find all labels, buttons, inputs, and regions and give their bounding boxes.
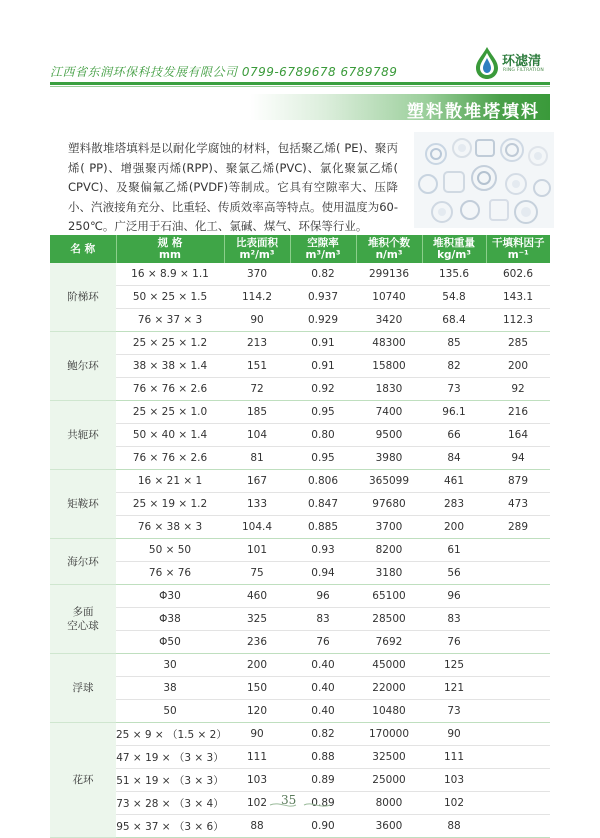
surface-area-cell: 104.4 — [224, 516, 290, 539]
surface-area-cell: 114.2 — [224, 286, 290, 309]
header-surface-area: 比表面积 m²/m³ — [224, 235, 290, 263]
packing-rings-image — [414, 132, 554, 228]
packing-factor-cell: 94 — [486, 447, 550, 470]
spec-cell: 16 × 8.9 × 1.1 — [116, 263, 224, 286]
surface-area-cell: 90 — [224, 723, 290, 746]
pack-weight-cell: 56 — [422, 562, 486, 585]
pack-count-cell: 299136 — [356, 263, 422, 286]
section-title: 塑料散堆塔填料 — [407, 102, 540, 122]
pack-weight-cell: 68.4 — [422, 309, 486, 332]
surface-area-cell: 103 — [224, 769, 290, 792]
surface-area-cell: 75 — [224, 562, 290, 585]
intro-paragraph: 塑料散堆塔填料是以耐化学腐蚀的材料，包括聚乙烯( PE)、聚丙烯( PP)、增强聚丙烯(RPP)、聚氯乙烯(PVC)、氯化聚氯乙烯( CPVC)、及聚偏氟乙烯(PVDF)等制成。它具有空隙率大、压降小、汽液接角充分、比重轻、传质效率高等特点。使用温度为60-250℃。广泛用于石油、化工、氯碱、煤气、环保等行业。 — [68, 141, 398, 233]
spec-cell: 50 × 25 × 1.5 — [116, 286, 224, 309]
pack-weight-cell: 102 — [422, 792, 486, 815]
spec-cell: 50 × 50 — [116, 539, 224, 562]
spec-cell: 76 × 76 × 2.6 — [116, 447, 224, 470]
spec-cell: Φ30 — [116, 585, 224, 608]
void-ratio-cell: 0.40 — [290, 700, 356, 723]
table-row — [50, 608, 550, 631]
pack-count-cell: 3180 — [356, 562, 422, 585]
packing-factor-cell: 112.3 — [486, 309, 550, 332]
surface-area-cell: 90 — [224, 309, 290, 332]
pack-count-cell: 8000 — [356, 792, 422, 815]
pack-count-cell: 15800 — [356, 355, 422, 378]
spec-cell: 51 × 19 × （3 × 3） — [116, 769, 224, 792]
table-row — [50, 700, 550, 723]
packing-factor-cell — [486, 608, 550, 631]
void-ratio-cell: 0.847 — [290, 493, 356, 516]
table-row — [50, 309, 550, 332]
pack-weight-cell: 73 — [422, 700, 486, 723]
packing-type-cell: 矩鞍环 — [50, 470, 116, 539]
page-number-ornament — [268, 800, 332, 810]
void-ratio-cell: 0.929 — [290, 309, 356, 332]
pack-weight-cell: 85 — [422, 332, 486, 355]
table-row — [50, 516, 550, 539]
table-row — [50, 631, 550, 654]
pack-weight-cell: 83 — [422, 608, 486, 631]
spec-cell: 38 — [116, 677, 224, 700]
pack-count-cell: 10480 — [356, 700, 422, 723]
pack-weight-cell: 66 — [422, 424, 486, 447]
void-ratio-cell: 0.92 — [290, 378, 356, 401]
pack-weight-cell: 73 — [422, 378, 486, 401]
table-row — [50, 263, 550, 286]
surface-area-cell: 236 — [224, 631, 290, 654]
surface-area-cell: 133 — [224, 493, 290, 516]
void-ratio-cell: 0.93 — [290, 539, 356, 562]
packing-factor-cell — [486, 631, 550, 654]
company-header: 江西省东润环保科技发展有限公司 0799-6789678 6789789 — [50, 65, 398, 79]
packing-factor-cell: 92 — [486, 378, 550, 401]
packing-factor-cell: 200 — [486, 355, 550, 378]
surface-area-cell: 167 — [224, 470, 290, 493]
surface-area-cell: 81 — [224, 447, 290, 470]
pack-weight-cell: 96 — [422, 585, 486, 608]
spec-cell: 25 × 9 × （1.5 × 2） — [116, 723, 224, 746]
packing-type-cell: 阶梯环 — [50, 263, 116, 332]
pack-weight-cell: 125 — [422, 654, 486, 677]
spec-cell: 95 × 37 × （3 × 6） — [116, 815, 224, 838]
surface-area-cell: 213 — [224, 332, 290, 355]
table-row — [50, 286, 550, 309]
void-ratio-cell: 0.89 — [290, 792, 356, 815]
header-name: 名 称 — [50, 235, 116, 263]
pack-weight-cell: 96.1 — [422, 401, 486, 424]
pack-count-cell: 3420 — [356, 309, 422, 332]
pack-weight-cell: 121 — [422, 677, 486, 700]
packing-spec-table — [50, 235, 550, 838]
pack-count-cell: 365099 — [356, 470, 422, 493]
table-row — [50, 746, 550, 769]
table-row — [50, 723, 550, 746]
void-ratio-cell: 0.88 — [290, 746, 356, 769]
packing-factor-cell: 289 — [486, 516, 550, 539]
packing-factor-cell: 143.1 — [486, 286, 550, 309]
spec-cell: 47 × 19 × （3 × 3） — [116, 746, 224, 769]
pack-weight-cell: 200 — [422, 516, 486, 539]
packing-type-cell: 多面 空心球 — [50, 585, 116, 654]
packing-factor-cell — [486, 654, 550, 677]
pack-count-cell: 65100 — [356, 585, 422, 608]
packing-type-cell: 浮球 — [50, 654, 116, 723]
table-row — [50, 424, 550, 447]
spec-cell: 50 × 40 × 1.4 — [116, 424, 224, 447]
surface-area-cell: 460 — [224, 585, 290, 608]
surface-area-cell: 104 — [224, 424, 290, 447]
pack-weight-cell: 111 — [422, 746, 486, 769]
water-drop-logo-icon — [472, 46, 502, 80]
spec-cell: 25 × 19 × 1.2 — [116, 493, 224, 516]
void-ratio-cell: 0.937 — [290, 286, 356, 309]
pack-weight-cell: 88 — [422, 815, 486, 838]
pack-count-cell: 45000 — [356, 654, 422, 677]
surface-area-cell: 88 — [224, 815, 290, 838]
pack-weight-cell: 90 — [422, 723, 486, 746]
surface-area-cell: 111 — [224, 746, 290, 769]
pack-weight-cell: 54.8 — [422, 286, 486, 309]
company-logo — [472, 46, 552, 84]
packing-type-cell: 花环 — [50, 723, 116, 838]
table-row — [50, 654, 550, 677]
packing-type-cell: 共轭环 — [50, 401, 116, 470]
pack-count-cell: 3980 — [356, 447, 422, 470]
spec-cell: 30 — [116, 654, 224, 677]
pack-count-cell: 10740 — [356, 286, 422, 309]
packing-factor-cell — [486, 700, 550, 723]
pack-count-cell: 22000 — [356, 677, 422, 700]
pack-weight-cell: 82 — [422, 355, 486, 378]
table-row — [50, 378, 550, 401]
table-row — [50, 355, 550, 378]
void-ratio-cell: 0.91 — [290, 355, 356, 378]
pack-count-cell: 3700 — [356, 516, 422, 539]
packing-factor-cell — [486, 792, 550, 815]
pack-count-cell: 9500 — [356, 424, 422, 447]
packing-factor-cell: 216 — [486, 401, 550, 424]
packing-factor-cell: 473 — [486, 493, 550, 516]
void-ratio-cell: 0.82 — [290, 263, 356, 286]
pack-count-cell: 28500 — [356, 608, 422, 631]
table-row — [50, 470, 550, 493]
void-ratio-cell: 0.40 — [290, 654, 356, 677]
void-ratio-cell: 0.95 — [290, 401, 356, 424]
void-ratio-cell: 0.95 — [290, 447, 356, 470]
packing-factor-cell: 879 — [486, 470, 550, 493]
surface-area-cell: 72 — [224, 378, 290, 401]
table-row — [50, 585, 550, 608]
packing-factor-cell — [486, 723, 550, 746]
header-void-ratio: 空隙率 m³/m³ — [290, 235, 356, 263]
table-row — [50, 332, 550, 355]
surface-area-cell: 200 — [224, 654, 290, 677]
header-rule — [50, 82, 550, 85]
void-ratio-cell: 0.806 — [290, 470, 356, 493]
void-ratio-cell: 96 — [290, 585, 356, 608]
spec-cell: 76 × 38 × 3 — [116, 516, 224, 539]
pack-weight-cell: 84 — [422, 447, 486, 470]
pack-count-cell: 97680 — [356, 493, 422, 516]
pack-count-cell: 170000 — [356, 723, 422, 746]
table-row — [50, 493, 550, 516]
packing-factor-cell — [486, 677, 550, 700]
packing-factor-cell — [486, 815, 550, 838]
packing-factor-cell — [486, 585, 550, 608]
spec-cell: 76 × 37 × 3 — [116, 309, 224, 332]
table-header-row — [50, 235, 550, 263]
header-spec: 规 格 mm — [116, 235, 224, 263]
packing-factor-cell: 602.6 — [486, 263, 550, 286]
spec-cell: Φ50 — [116, 631, 224, 654]
spec-cell: 76 × 76 × 2.6 — [116, 378, 224, 401]
void-ratio-cell: 0.89 — [290, 769, 356, 792]
surface-area-cell: 325 — [224, 608, 290, 631]
void-ratio-cell: 0.82 — [290, 723, 356, 746]
spec-cell: 16 × 21 × 1 — [116, 470, 224, 493]
table-row — [50, 539, 550, 562]
table-row — [50, 769, 550, 792]
void-ratio-cell: 83 — [290, 608, 356, 631]
pack-weight-cell: 461 — [422, 470, 486, 493]
pack-count-cell: 3600 — [356, 815, 422, 838]
spec-cell: Φ38 — [116, 608, 224, 631]
header-pack-weight: 堆积重量 kg/m³ — [422, 235, 486, 263]
spec-cell: 25 × 25 × 1.0 — [116, 401, 224, 424]
product-photo — [414, 132, 554, 228]
void-ratio-cell: 76 — [290, 631, 356, 654]
void-ratio-cell: 0.91 — [290, 332, 356, 355]
surface-area-cell: 370 — [224, 263, 290, 286]
header-rule-thin — [50, 86, 550, 87]
pack-weight-cell: 135.6 — [422, 263, 486, 286]
spec-cell: 38 × 38 × 1.4 — [116, 355, 224, 378]
table-row — [50, 562, 550, 585]
header-pack-count: 堆积个数 n/m³ — [356, 235, 422, 263]
pack-weight-cell: 76 — [422, 631, 486, 654]
packing-type-cell: 海尔环 — [50, 539, 116, 585]
logo-name: 环滤清 — [502, 54, 542, 69]
table-body — [50, 263, 550, 838]
packing-factor-cell — [486, 746, 550, 769]
pack-count-cell: 48300 — [356, 332, 422, 355]
table-row — [50, 677, 550, 700]
surface-area-cell: 101 — [224, 539, 290, 562]
pack-weight-cell: 61 — [422, 539, 486, 562]
spec-cell: 73 × 28 × （3 × 4） — [116, 792, 224, 815]
void-ratio-cell: 0.40 — [290, 677, 356, 700]
table-row — [50, 815, 550, 838]
spec-cell: 25 × 25 × 1.2 — [116, 332, 224, 355]
surface-area-cell: 150 — [224, 677, 290, 700]
pack-count-cell: 1830 — [356, 378, 422, 401]
page-number: 35 — [281, 793, 297, 807]
pack-count-cell: 7400 — [356, 401, 422, 424]
void-ratio-cell: 0.94 — [290, 562, 356, 585]
packing-factor-cell: 285 — [486, 332, 550, 355]
logo-subtitle: RING FILTRATION — [503, 68, 544, 73]
pack-count-cell: 32500 — [356, 746, 422, 769]
spec-cell: 50 — [116, 700, 224, 723]
void-ratio-cell: 0.80 — [290, 424, 356, 447]
surface-area-cell: 102 — [224, 792, 290, 815]
table-row — [50, 447, 550, 470]
pack-count-cell: 25000 — [356, 769, 422, 792]
surface-area-cell: 120 — [224, 700, 290, 723]
packing-factor-cell — [486, 539, 550, 562]
packing-type-cell: 鲍尔环 — [50, 332, 116, 401]
packing-factor-cell — [486, 769, 550, 792]
table-row — [50, 401, 550, 424]
pack-weight-cell: 103 — [422, 769, 486, 792]
packing-factor-cell — [486, 562, 550, 585]
pack-count-cell: 8200 — [356, 539, 422, 562]
pack-weight-cell: 283 — [422, 493, 486, 516]
header-packing-factor: 干填料因子 m⁻¹ — [486, 235, 550, 263]
pack-count-cell: 7692 — [356, 631, 422, 654]
packing-factor-cell: 164 — [486, 424, 550, 447]
surface-area-cell: 151 — [224, 355, 290, 378]
spec-cell: 76 × 76 — [116, 562, 224, 585]
void-ratio-cell: 0.885 — [290, 516, 356, 539]
void-ratio-cell: 0.90 — [290, 815, 356, 838]
surface-area-cell: 185 — [224, 401, 290, 424]
